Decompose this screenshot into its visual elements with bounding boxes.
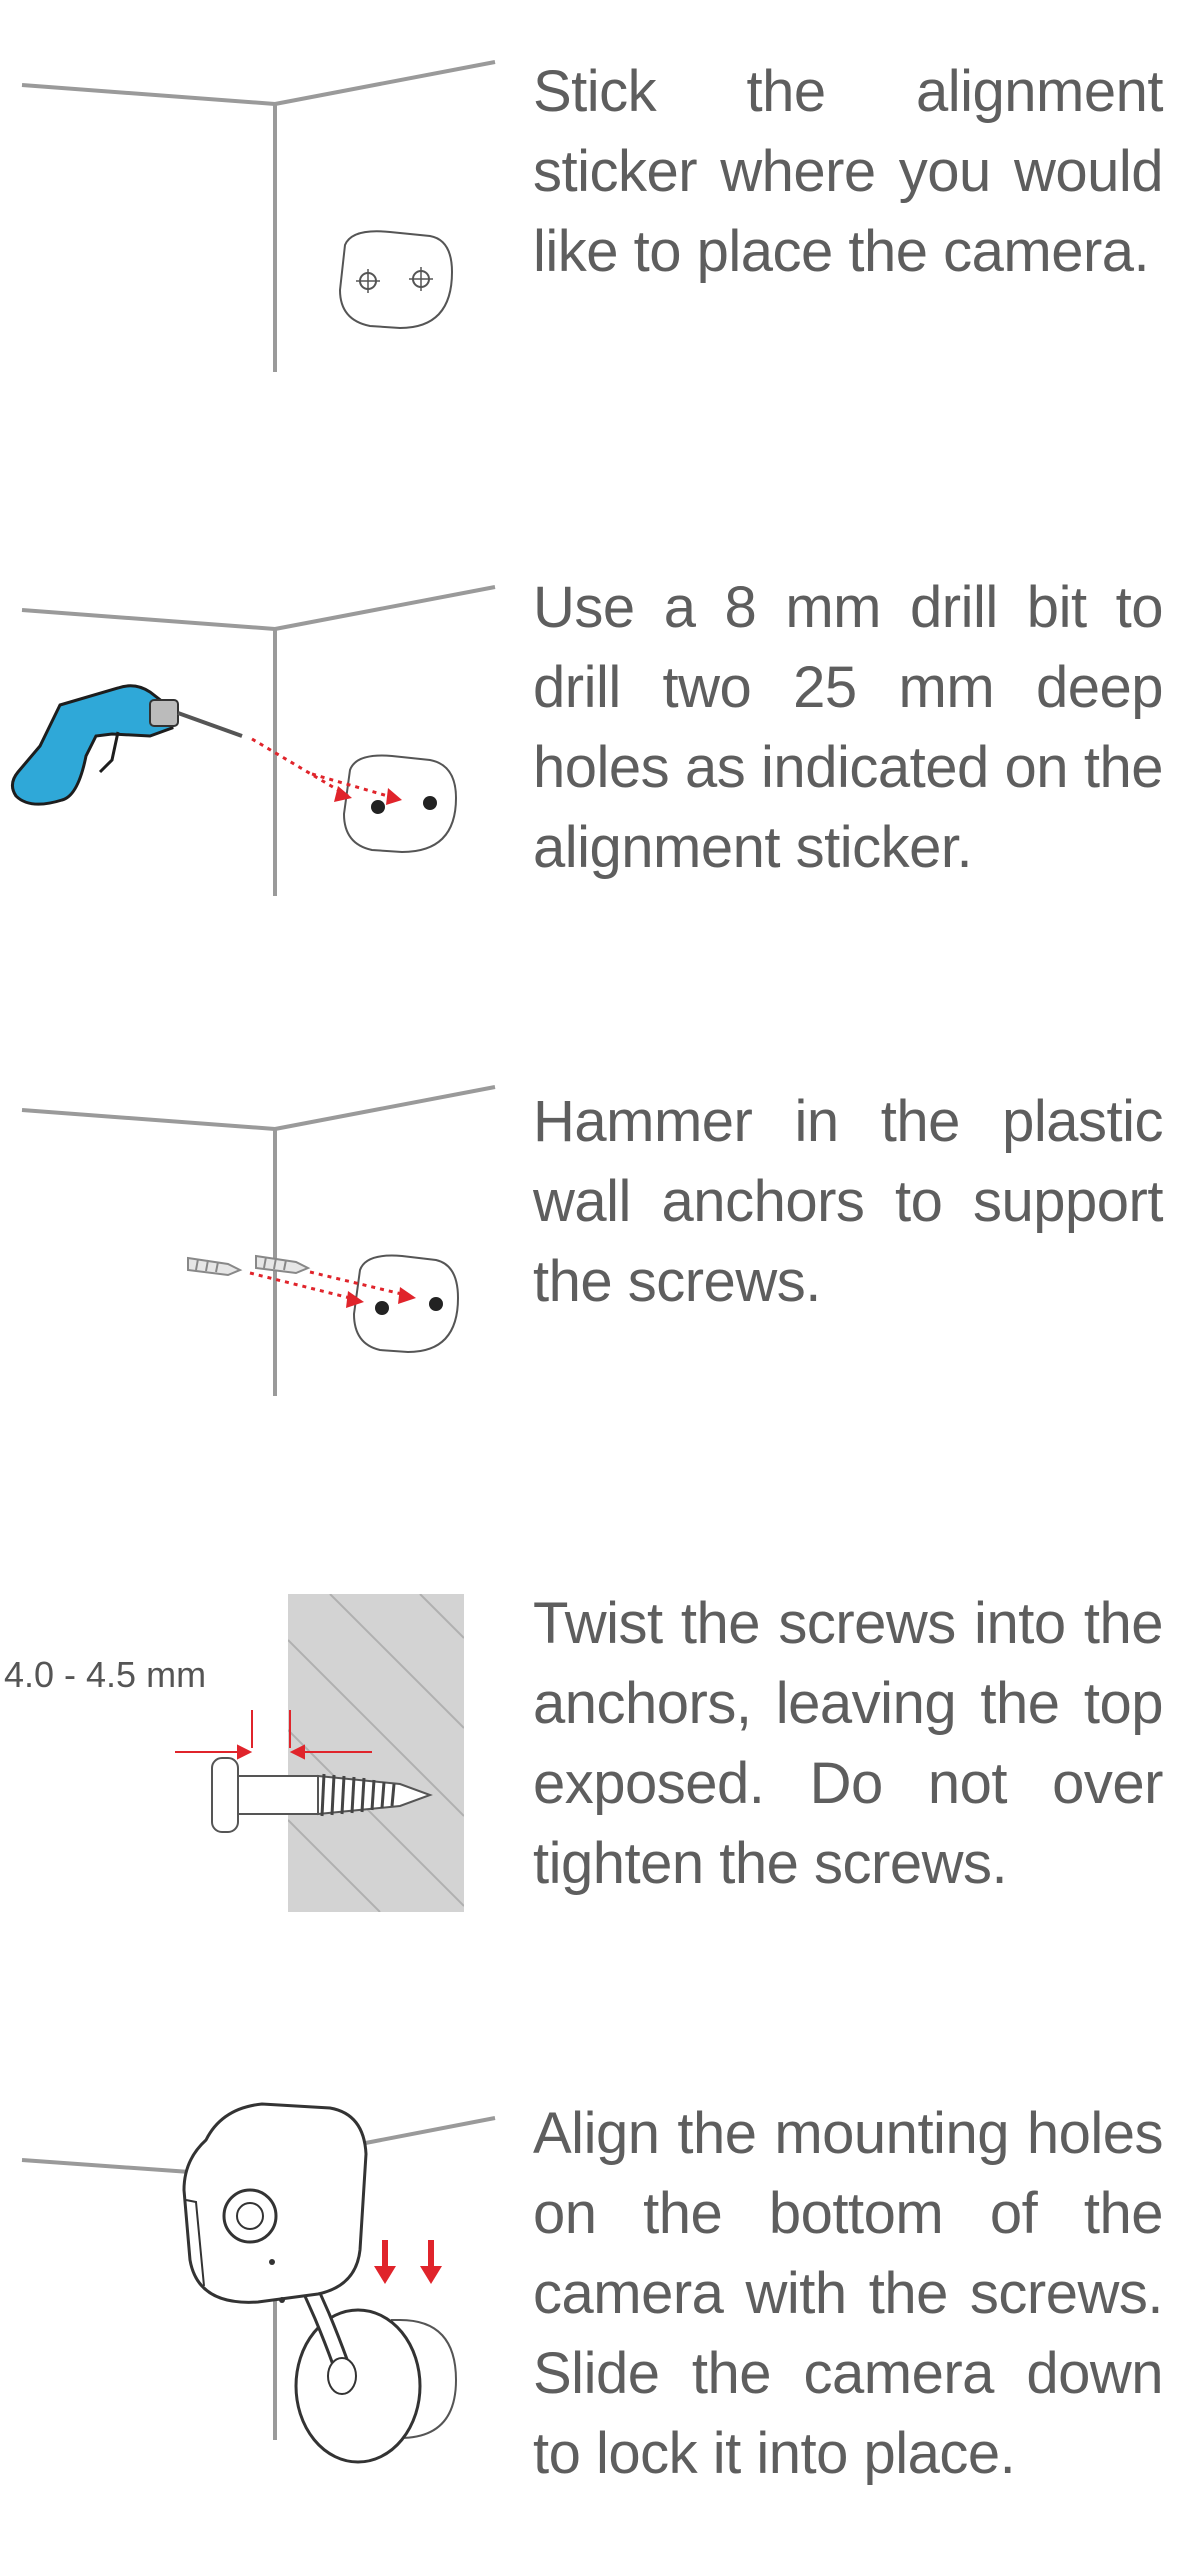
drill-icon (12, 686, 242, 804)
alignment-sticker-illustration (0, 0, 510, 400)
drill-illustration (0, 560, 510, 920)
camera-icon (184, 2104, 366, 2303)
step-text: Align the mounting holes on the bottom of the camera with the screws. Slide the camera down to lock it into place. (533, 2101, 1163, 2486)
step-text: Use a 8 mm drill bit to drill two 25 mm deep holes as indicated on the alignment sticker. (533, 575, 1163, 880)
sticker-icon (344, 756, 456, 852)
wall-anchors-illustration (0, 1070, 510, 1430)
step-text: Stick the alignment sticker where you would like to place the camera. (533, 59, 1163, 284)
step-text: Twist the screws into the anchors, leaving the top exposed. Do not over tighten the screws. (533, 1591, 1163, 1896)
down-arrow-icon (374, 2240, 442, 2284)
alignment-sticker-icon (340, 231, 452, 328)
wall-anchor-icon (188, 1256, 308, 1275)
dimension-label: 4.0 - 4.5 mm (4, 1654, 207, 1695)
mount-plate-icon (296, 2280, 456, 2462)
step-text: Hammer in the plastic wall anchors to support the screws. (533, 1089, 1163, 1314)
camera-mount-illustration (0, 2090, 510, 2490)
screw-illustration (0, 1580, 510, 1920)
